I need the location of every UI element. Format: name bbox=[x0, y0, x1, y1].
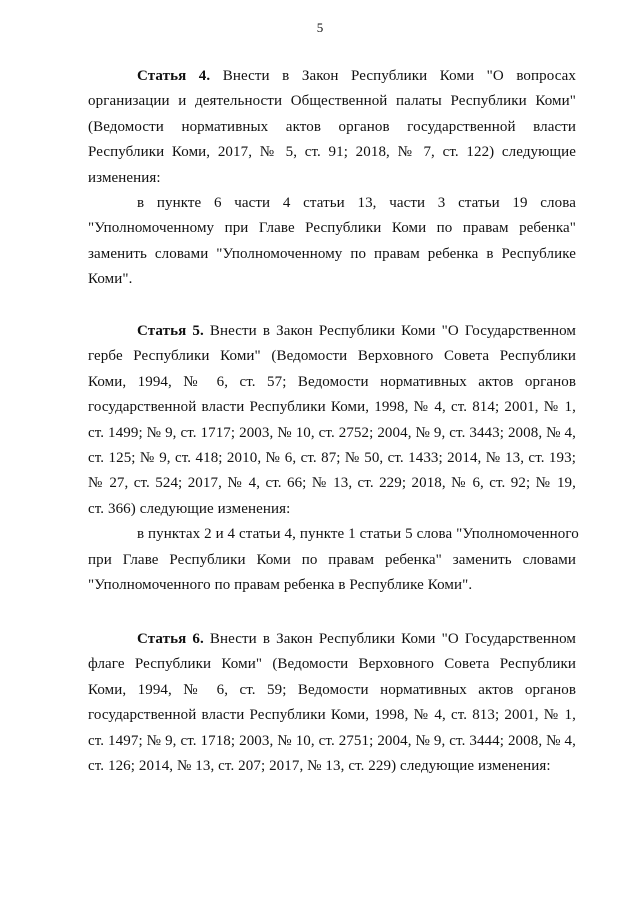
article-5-line-5: ст. 1499; № 9, ст. 1717; 2003, № 10, ст. 2752; 2004, № 9, ст. 3443; 2008, № 4, bbox=[88, 424, 576, 441]
article-6-line-6: ст. 126; 2014, № 13, ст. 207; 2017, № 13, ст. 229) следующие изменения: bbox=[88, 758, 551, 775]
article-5-change-3: "Уполномоченного по правам ребенка в Республике Коми". bbox=[88, 577, 473, 594]
article-5-line-1 bbox=[88, 319, 576, 344]
article-5-line-4: государственной власти Республики Коми, 1998, № 4, ст. 814; 2001, № 1, bbox=[88, 399, 576, 416]
article-4-heading: Статья 4. bbox=[137, 68, 211, 84]
article-4-line-4: Республики Коми, 2017, № 5, ст. 91; 2018, № 7, ст. 122) следующие bbox=[88, 144, 576, 161]
article-4-line-1 bbox=[88, 64, 576, 89]
article-4-line-5: изменения: bbox=[88, 169, 161, 186]
article-5-heading: Статья 5. bbox=[137, 323, 204, 339]
article-4-line-2: организации и деятельности Общественной палаты Республики Коми" bbox=[88, 93, 576, 110]
article-6-heading: Статья 6. bbox=[137, 631, 204, 647]
page-number: 5 bbox=[316, 20, 324, 35]
article-4-change-4: Коми". bbox=[88, 271, 133, 288]
article-6-line-2: флаге Республики Коми" (Ведомости Верховного Совета Республики bbox=[88, 656, 576, 673]
article-4-change-3: заменить словами "Уполномоченному по правам ребенка в Республике bbox=[88, 245, 576, 262]
article-6-line-3: Коми, 1994, № 6, ст. 59; Ведомости нормативных актов органов bbox=[88, 681, 576, 698]
article-5-line-8: ст. 366) следующие изменения: bbox=[88, 500, 291, 517]
article-5-line-3: Коми, 1994, № 6, ст. 57; Ведомости нормативных актов органов bbox=[88, 373, 576, 390]
article-5-line-2: гербе Республики Коми" (Ведомости Верховного Совета Республики bbox=[88, 348, 576, 365]
article-4 bbox=[88, 64, 576, 293]
article-5-intro-text: Внести в Закон Республики Коми "О Государственном bbox=[209, 323, 576, 339]
article-5-change-1: в пунктах 2 и 4 статьи 4, пункте 1 статьи 5 слова "Уполномоченного bbox=[137, 526, 579, 543]
article-6-line-4: государственной власти Республики Коми, 1998, № 4, ст. 813; 2001, № 1, bbox=[88, 707, 576, 724]
article-6 bbox=[88, 627, 576, 779]
article-6-intro-text: Внести в Закон Республики Коми "О Государственном bbox=[209, 631, 576, 647]
article-5 bbox=[88, 319, 579, 598]
article-5-line-7: № 27, ст. 524; 2017, № 4, ст. 66; № 13, ст. 229; 2018, № 6, ст. 92; № 19, bbox=[88, 475, 576, 492]
article-4-change-1: в пункте 6 части 4 статьи 13, части 3 статьи 19 слова bbox=[137, 195, 576, 212]
article-6-line-1 bbox=[88, 627, 576, 652]
article-4-change-2: "Уполномоченному при Главе Республики Коми по правам ребенка" bbox=[88, 220, 576, 237]
article-4-intro-text: Внести в Закон Республики Коми "О вопросах bbox=[222, 68, 576, 84]
article-5-line-6: ст. 125; № 9, ст. 418; 2010, № 6, ст. 87; № 50, ст. 1433; 2014, № 13, ст. 193; bbox=[88, 450, 576, 467]
article-5-change-2: при Главе Республики Коми по правам ребенка" заменить словами bbox=[88, 551, 576, 568]
article-6-line-5: ст. 1497; № 9, ст. 1718; 2003, № 10, ст. 2751; 2004, № 9, ст. 3444; 2008, № 4, bbox=[88, 732, 576, 749]
article-4-line-3: (Ведомости нормативных актов органов государственной власти bbox=[88, 118, 576, 135]
